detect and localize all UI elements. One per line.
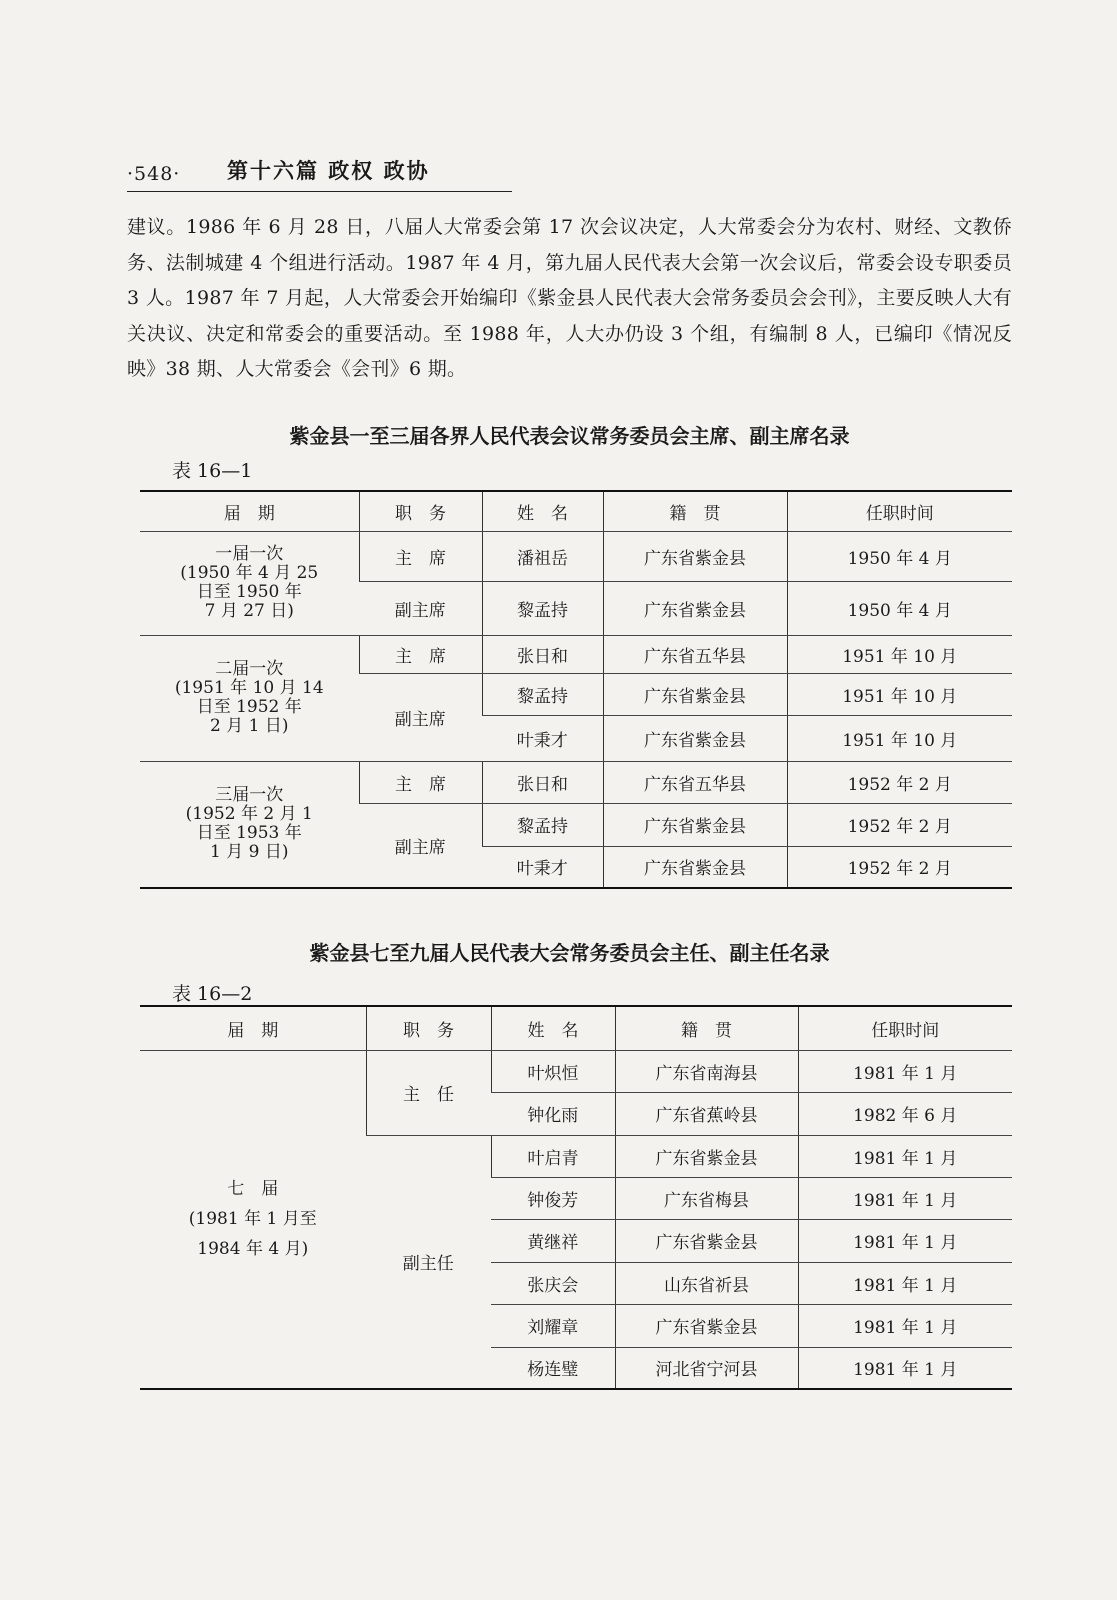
origin-cell: 广东省紫金县 [615,1135,798,1177]
date-cell: 1981 年 1 月 [798,1135,1012,1177]
table1-label: 表 16—1 [172,460,253,482]
date-cell: 1952 年 2 月 [787,761,1012,803]
date-cell: 1950 年 4 月 [787,531,1012,581]
name-cell: 黎孟持 [482,673,603,715]
date-cell: 1951 年 10 月 [787,715,1012,761]
table2-label: 表 16—2 [172,983,253,1005]
role-cell: 副主席 [359,581,482,635]
table-row [140,761,1012,803]
name-cell: 黎孟持 [482,803,603,846]
origin-cell: 河北省宁河县 [615,1347,798,1389]
origin-cell: 广东省紫金县 [603,803,787,846]
period-cell: 三届一次 (1952 年 2 月 1 日至 1953 年 1 月 9 日) [140,761,359,888]
date-cell: 1981 年 1 月 [798,1262,1012,1304]
table-row [140,635,1012,673]
date-cell: 1951 年 10 月 [787,673,1012,715]
origin-cell: 广东省紫金县 [603,715,787,761]
role-cell: 副主任 [366,1135,491,1389]
origin-cell: 广东省蕉岭县 [615,1092,798,1135]
origin-cell: 广东省南海县 [615,1050,798,1092]
name-cell: 叶炽恒 [491,1050,615,1092]
table-row [140,531,1012,581]
name-cell: 叶启青 [491,1135,615,1177]
column-header: 届 期 [140,1006,366,1050]
period-cell: 七 届 (1981 年 1 月至 1984 年 4 月) [140,1050,366,1389]
name-cell: 张日和 [482,635,603,673]
name-cell: 黄继祥 [491,1219,615,1262]
column-header: 姓 名 [491,1006,615,1050]
role-cell: 主 席 [359,531,482,581]
date-cell: 1981 年 1 月 [798,1219,1012,1262]
table1-title: 紫金县一至三届各界人民代表会议常务委员会主席、副主席名录 [289,424,850,448]
column-header: 届 期 [140,491,359,531]
column-header: 职 务 [366,1006,491,1050]
role-cell: 副主席 [359,673,482,761]
name-cell: 叶秉才 [482,715,603,761]
name-cell: 张日和 [482,761,603,803]
origin-cell: 广东省五华县 [603,761,787,803]
name-cell: 张庆会 [491,1262,615,1304]
date-cell: 1952 年 2 月 [787,846,1012,888]
period-cell: 二届一次 (1951 年 10 月 14 日至 1952 年 2 月 1 日) [140,635,359,761]
date-cell: 1981 年 1 月 [798,1177,1012,1219]
name-cell: 杨连璧 [491,1347,615,1389]
column-header: 职 务 [359,491,482,531]
name-cell: 钟俊芳 [491,1177,615,1219]
date-cell: 1951 年 10 月 [787,635,1012,673]
origin-cell: 广东省紫金县 [615,1304,798,1347]
table1 [140,490,1012,889]
date-cell: 1952 年 2 月 [787,803,1012,846]
origin-cell: 山东省祈县 [615,1262,798,1304]
column-header: 任职时间 [787,491,1012,531]
role-cell: 主 席 [359,761,482,803]
role-cell: 主 任 [366,1050,491,1135]
running-header [127,152,512,192]
origin-cell: 广东省五华县 [603,635,787,673]
name-cell: 叶秉才 [482,846,603,888]
date-cell: 1981 年 1 月 [798,1347,1012,1389]
column-header: 任职时间 [798,1006,1012,1050]
date-cell: 1982 年 6 月 [798,1092,1012,1135]
origin-cell: 广东省紫金县 [603,531,787,581]
period-cell: 一届一次 (1950 年 4 月 25 日至 1950 年 7 月 27 日) [140,531,359,635]
origin-cell: 广东省紫金县 [603,846,787,888]
role-cell: 副主席 [359,803,482,888]
table2 [140,1005,1012,1390]
origin-cell: 广东省紫金县 [603,673,787,715]
column-header: 籍 贯 [615,1006,798,1050]
table-row [140,1050,1012,1092]
name-cell: 钟化雨 [491,1092,615,1135]
origin-cell: 广东省紫金县 [603,581,787,635]
date-cell: 1981 年 1 月 [798,1050,1012,1092]
body-paragraph: 建议。1986 年 6 月 28 日，八届人大常委会第 17 次会议决定，人大常委会分为农村、财经、文教侨务、法制城建 4 个组进行活动。1987 年 4 月，第九届人民代表大会第一次会议后，常委会设专职委员 3 人。1987 年 7 月起，人大常委会开始编印《紫金县人民代表大会常务委员会会刊》，主要反映人大有关决议、决定和常委会的重要活动。至 1988 年，人大办仍设 3 个组，有编制 8 人，已编印《情况反映》38 期、人大常委会《会刊》6 期。 [127,216,1012,380]
date-cell: 1950 年 4 月 [787,581,1012,635]
name-cell: 黎孟持 [482,581,603,635]
name-cell: 刘耀章 [491,1304,615,1347]
column-header: 籍 贯 [603,491,787,531]
origin-cell: 广东省紫金县 [615,1219,798,1262]
page-number: ·548· [127,163,181,185]
date-cell: 1981 年 1 月 [798,1304,1012,1347]
name-cell: 潘祖岳 [482,531,603,581]
table2-title: 紫金县七至九届人民代表大会常务委员会主任、副主任名录 [309,941,830,965]
origin-cell: 广东省梅县 [615,1177,798,1219]
chapter-title: 第十六篇 政权 政协 [227,159,430,183]
role-cell: 主 席 [359,635,482,673]
column-header: 姓 名 [482,491,603,531]
